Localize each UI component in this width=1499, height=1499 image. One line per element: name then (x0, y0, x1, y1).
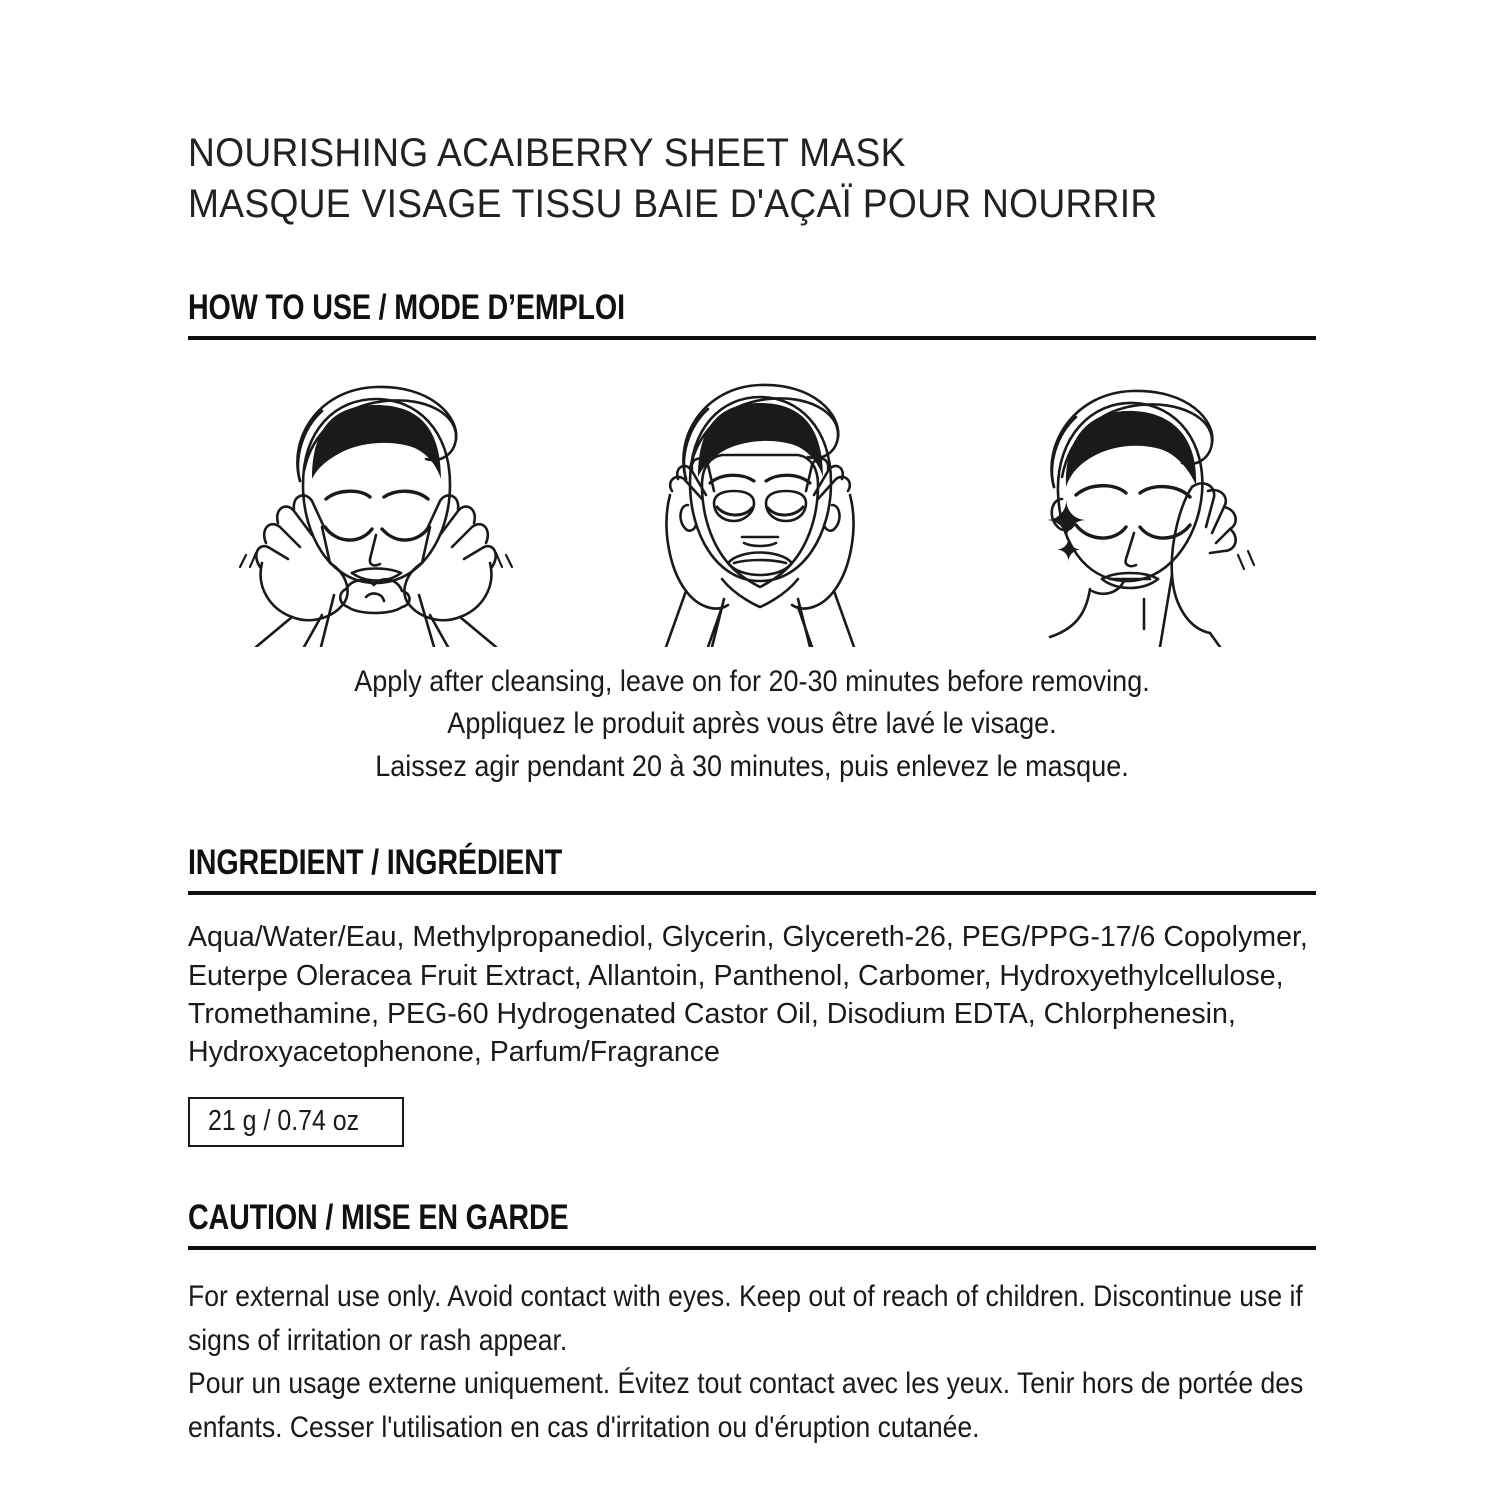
glowing-skin-figure-icon (994, 367, 1294, 647)
caution-text-fr: Pour un usage externe uniquement. Évitez tout contact avec les yeux. Tenir hors de portée des enfants. Cesser l'utilisation en cas d'irritation ou d'éruption cutanée. (188, 1367, 1304, 1444)
label-content (188, 0, 1316, 1449)
caution-divider (188, 1246, 1316, 1250)
how-to-use-illustrations (188, 367, 1316, 647)
product-title-fr: MASQUE VISAGE TISSU BAIE D'AÇAÏ POUR NOURRIR (188, 181, 1158, 226)
step-3-illustration-glow (994, 367, 1294, 647)
net-weight-value: 21 g / 0.74 oz (208, 1105, 360, 1138)
sheet-mask-figure-icon (610, 367, 910, 647)
caution-heading: CAUTION / MISE EN GARDE (188, 1198, 569, 1238)
ingredient-divider (188, 891, 1316, 895)
product-title (188, 128, 1237, 230)
usage-instructions (244, 661, 1259, 789)
caution-section (188, 1200, 1316, 1250)
ingredient-section (188, 845, 1316, 895)
usage-line-en: Apply after cleansing, leave on for 20-30 minutes before removing. (354, 664, 1150, 698)
caution-text-en: For external use only. Avoid contact with eyes. Keep out of reach of children. Discontinue use if signs of irritation or rash appear. (188, 1280, 1303, 1357)
how-to-use-section (188, 287, 1316, 340)
usage-line-fr-1: Appliquez le produit après vous être lavé le visage. (447, 707, 1057, 741)
ingredient-heading: INGREDIENT / INGRÉDIENT (188, 843, 563, 883)
ingredient-list: Aqua/Water/Eau, Methylpropanediol, Glycerin, Glycereth-26, PEG/PPG-17/6 Copolymer, Euterpe Oleracea Fruit Extract, Allantoin, Panthenol, Carbomer, Hydroxyethylcellulose, Tromethamine, PEG-60 Hydrogenated Castor Oil, Disodium EDTA, Chlorphenesin, Hydroxyacetophenone, Parfum/Fragrance (188, 921, 1308, 1069)
step-1-illustration-cleanse (226, 367, 526, 647)
usage-line-fr-2: Laissez agir pendant 20 à 30 minutes, puis enlevez le masque. (375, 749, 1129, 783)
step-2-illustration-apply-mask (610, 367, 910, 647)
cleansing-figure-icon (226, 367, 526, 647)
how-to-use-divider (188, 336, 1316, 340)
product-title-en: NOURISHING ACAIBERRY SHEET MASK (188, 131, 906, 175)
caution-body (188, 1275, 1312, 1449)
how-to-use-heading: HOW TO USE / MODE D’EMPLOI (188, 287, 625, 327)
net-weight-box (188, 1097, 404, 1147)
